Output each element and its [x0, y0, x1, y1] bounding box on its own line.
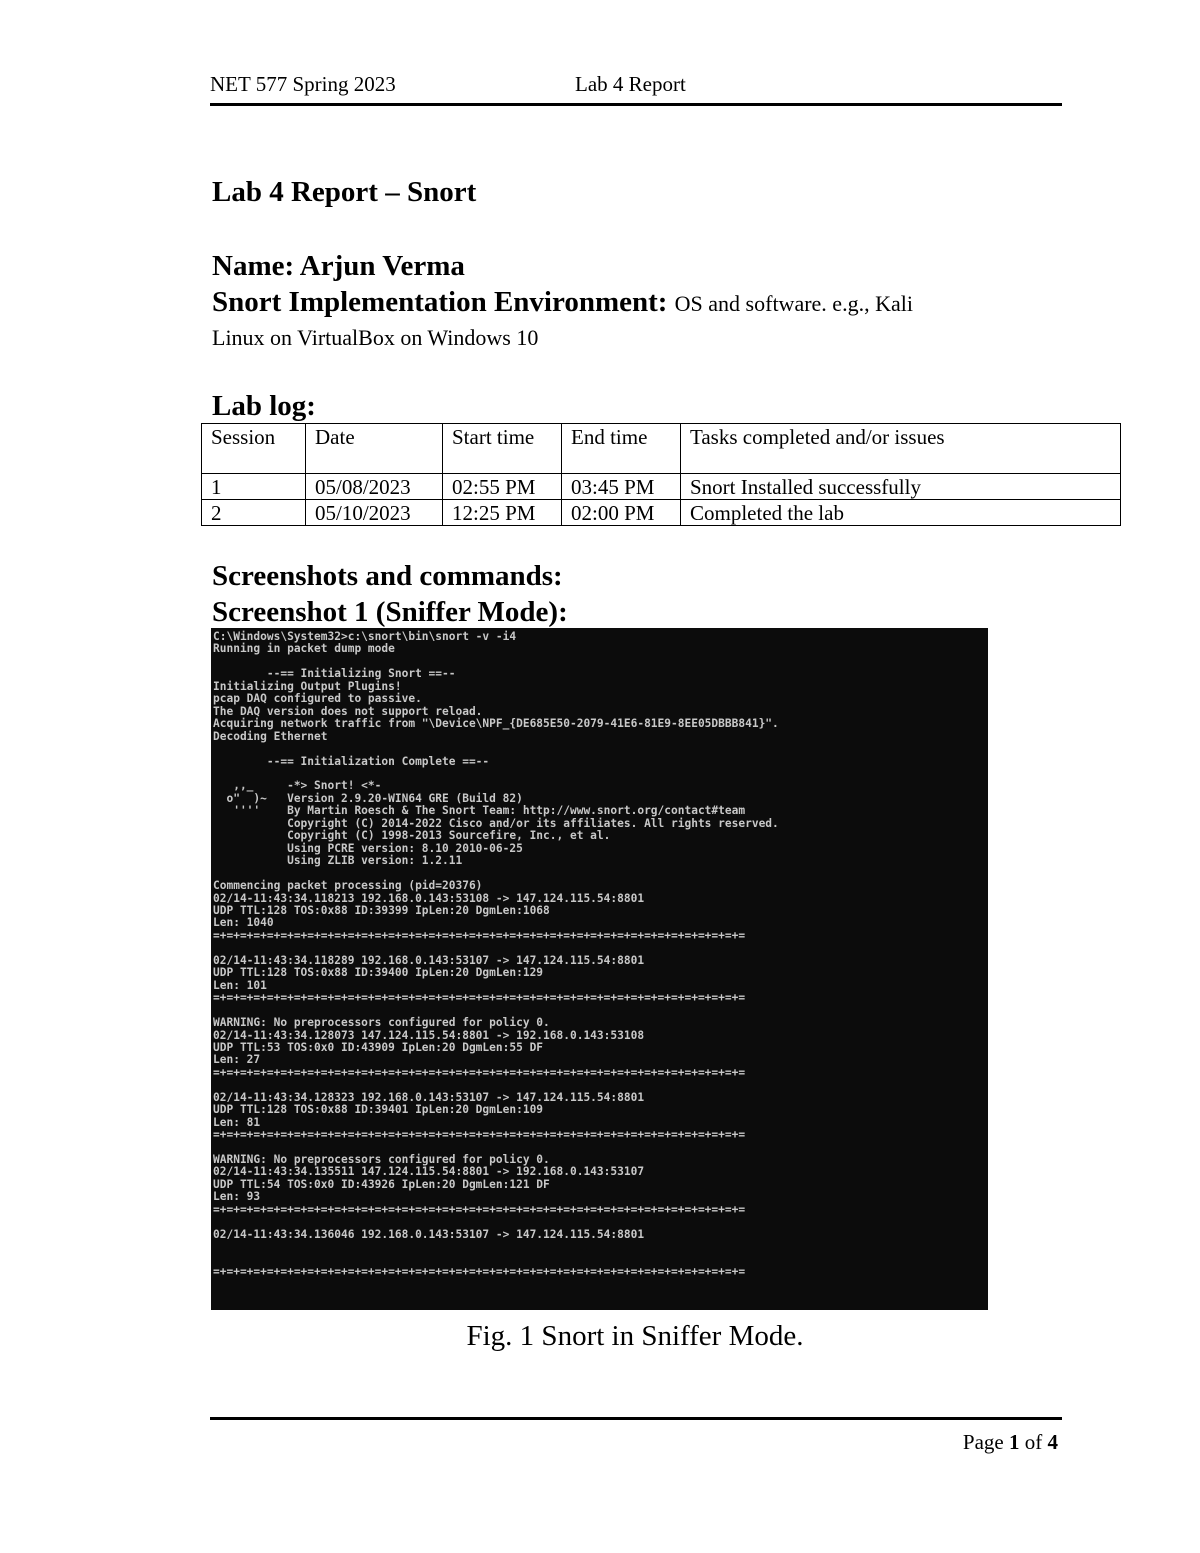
- table-row: [202, 474, 1121, 500]
- terminal-screenshot: [211, 628, 988, 1310]
- terminal-line: =+=+=+=+=+=+=+=+=+=+=+=+=+=+=+=+=+=+=+=+=+=+=+=+=+=+=+=+=+=+=+=+=+=+=+=+=+=+=+=: [213, 928, 746, 942]
- terminal-line: The DAQ version does not support reload.: [213, 704, 483, 718]
- terminal-line: '''' By Martin Roesch & The Snort Team: http://www.snort.org/contact#team: [213, 804, 746, 818]
- author-name: Name: Arjun Verma: [212, 250, 465, 282]
- page-number: 1: [1009, 1430, 1020, 1454]
- lab-log-table: [201, 423, 1121, 526]
- terminal-line: 02/14-11:43:34.118213 192.168.0.143:53108 -> 147.124.115.54:8801: [213, 891, 645, 905]
- terminal-line: Len: 1040: [213, 916, 274, 930]
- table-cell: 05/08/2023: [306, 474, 443, 500]
- terminal-line: --== Initialization Complete ==--: [213, 754, 490, 768]
- terminal-line: C:\Windows\System32>c:\snort\bin\snort -v -i4: [213, 630, 517, 643]
- terminal-line: ,,_ -*> Snort! <*-: [213, 779, 382, 793]
- terminal-line: 02/14-11:43:34.118289 192.168.0.143:53107 -> 147.124.115.54:8801: [213, 953, 645, 967]
- header-course: NET 577 Spring 2023: [210, 72, 396, 96]
- table-cell: 05/10/2023: [306, 500, 443, 526]
- terminal-line: --== Initializing Snort ==--: [213, 667, 456, 681]
- page-of: of: [1019, 1430, 1048, 1454]
- terminal-line: UDP TTL:128 TOS:0x88 ID:39399 IpLen:20 DgmLen:1068: [213, 903, 550, 917]
- environment-label: Snort Implementation Environment:: [212, 286, 668, 318]
- page-header: [210, 72, 1062, 104]
- terminal-line: Initializing Output Plugins!: [213, 679, 402, 693]
- terminal-line: Decoding Ethernet: [213, 729, 328, 743]
- column-header: Tasks completed and/or issues: [681, 424, 1121, 474]
- terminal-line: UDP TTL:53 TOS:0x0 ID:43909 IpLen:20 DgmLen:55 DF: [213, 1040, 544, 1054]
- terminal-line: UDP TTL:54 TOS:0x0 ID:43926 IpLen:20 DgmLen:121 DF: [213, 1177, 550, 1191]
- page-footer: [210, 1430, 1058, 1455]
- column-header: Date: [306, 424, 443, 474]
- terminal-line: Using PCRE version: 8.10 2010-06-25: [213, 841, 523, 855]
- terminal-line: 02/14-11:43:34.136046 192.168.0.143:53107 -> 147.124.115.54:8801: [213, 1227, 645, 1241]
- screenshots-heading: Screenshots and commands:: [212, 560, 563, 592]
- terminal-line: WARNING: No preprocessors configured for policy 0.: [213, 1153, 550, 1167]
- table-cell: 2: [202, 500, 306, 526]
- document-title: Lab 4 Report – Snort: [212, 176, 477, 208]
- terminal-line: Len: 101: [213, 978, 267, 992]
- terminal-line: 02/14-11:43:34.135511 147.124.115.54:8801 -> 192.168.0.143:53107: [213, 1165, 645, 1179]
- page-total: 4: [1047, 1430, 1058, 1454]
- terminal-line: Running in packet dump mode: [213, 642, 395, 656]
- column-header: End time: [562, 424, 681, 474]
- environment-value-line2: Linux on VirtualBox on Windows 10: [212, 325, 539, 350]
- terminal-line: pcap DAQ configured to passive.: [213, 692, 422, 706]
- lab-log-heading: Lab log:: [212, 390, 316, 422]
- table-cell: 02:00 PM: [562, 500, 681, 526]
- terminal-line: =+=+=+=+=+=+=+=+=+=+=+=+=+=+=+=+=+=+=+=+=+=+=+=+=+=+=+=+=+=+=+=+=+=+=+=+=+=+=+=: [213, 1065, 746, 1079]
- table-cell: 1: [202, 474, 306, 500]
- environment-section: [212, 286, 1072, 354]
- terminal-output: [211, 628, 988, 1279]
- page-prefix: Page: [962, 1430, 1009, 1454]
- footer-divider: [210, 1417, 1062, 1420]
- terminal-line: o" )~ Version 2.9.20-WIN64 GRE (Build 82): [213, 791, 523, 805]
- table-cell: Snort Installed successfully: [681, 474, 1121, 500]
- terminal-line: 02/14-11:43:34.128073 147.124.115.54:8801 -> 192.168.0.143:53108: [213, 1028, 645, 1042]
- terminal-line: Len: 93: [213, 1190, 261, 1204]
- column-header: Session: [202, 424, 306, 474]
- terminal-line: =+=+=+=+=+=+=+=+=+=+=+=+=+=+=+=+=+=+=+=+=+=+=+=+=+=+=+=+=+=+=+=+=+=+=+=+=+=+=+=: [213, 1265, 746, 1279]
- table-cell: 02:55 PM: [443, 474, 562, 500]
- table-cell: Completed the lab: [681, 500, 1121, 526]
- table-row: [202, 500, 1121, 526]
- terminal-line: 02/14-11:43:34.128323 192.168.0.143:53107 -> 147.124.115.54:8801: [213, 1090, 645, 1104]
- terminal-line: =+=+=+=+=+=+=+=+=+=+=+=+=+=+=+=+=+=+=+=+=+=+=+=+=+=+=+=+=+=+=+=+=+=+=+=+=+=+=+=: [213, 991, 746, 1005]
- terminal-line: Len: 81: [213, 1115, 261, 1129]
- header-report-title: Lab 4 Report: [575, 72, 686, 96]
- figure-caption: Fig. 1 Snort in Sniffer Mode.: [466, 1320, 804, 1352]
- table-cell: 03:45 PM: [562, 474, 681, 500]
- terminal-line: =+=+=+=+=+=+=+=+=+=+=+=+=+=+=+=+=+=+=+=+=+=+=+=+=+=+=+=+=+=+=+=+=+=+=+=+=+=+=+=: [213, 1202, 746, 1216]
- terminal-line: Commencing packet processing (pid=20376): [213, 879, 483, 893]
- terminal-line: =+=+=+=+=+=+=+=+=+=+=+=+=+=+=+=+=+=+=+=+=+=+=+=+=+=+=+=+=+=+=+=+=+=+=+=+=+=+=+=: [213, 1128, 746, 1142]
- screenshot1-heading: Screenshot 1 (Sniffer Mode):: [212, 596, 568, 628]
- table-header-row: [202, 424, 1121, 474]
- header-divider: [210, 103, 1062, 106]
- terminal-line: Copyright (C) 2014-2022 Cisco and/or its affiliates. All rights reserved.: [213, 816, 779, 830]
- terminal-line: UDP TTL:128 TOS:0x88 ID:39400 IpLen:20 DgmLen:129: [213, 966, 544, 980]
- terminal-line: Using ZLIB version: 1.2.11: [213, 854, 463, 868]
- terminal-line: UDP TTL:128 TOS:0x88 ID:39401 IpLen:20 DgmLen:109: [213, 1103, 544, 1117]
- terminal-line: Acquiring network traffic from "\Device\NPF_{DE685E50-2079-41E6-81E9-8EE05DBBB841}".: [213, 717, 779, 731]
- column-header: Start time: [443, 424, 562, 474]
- terminal-line: WARNING: No preprocessors configured for policy 0.: [213, 1016, 550, 1030]
- table-cell: 12:25 PM: [443, 500, 562, 526]
- environment-value: OS and software. e.g., Kali: [674, 291, 913, 316]
- terminal-line: Len: 27: [213, 1053, 261, 1067]
- terminal-line: Copyright (C) 1998-2013 Sourcefire, Inc., et al.: [213, 829, 611, 843]
